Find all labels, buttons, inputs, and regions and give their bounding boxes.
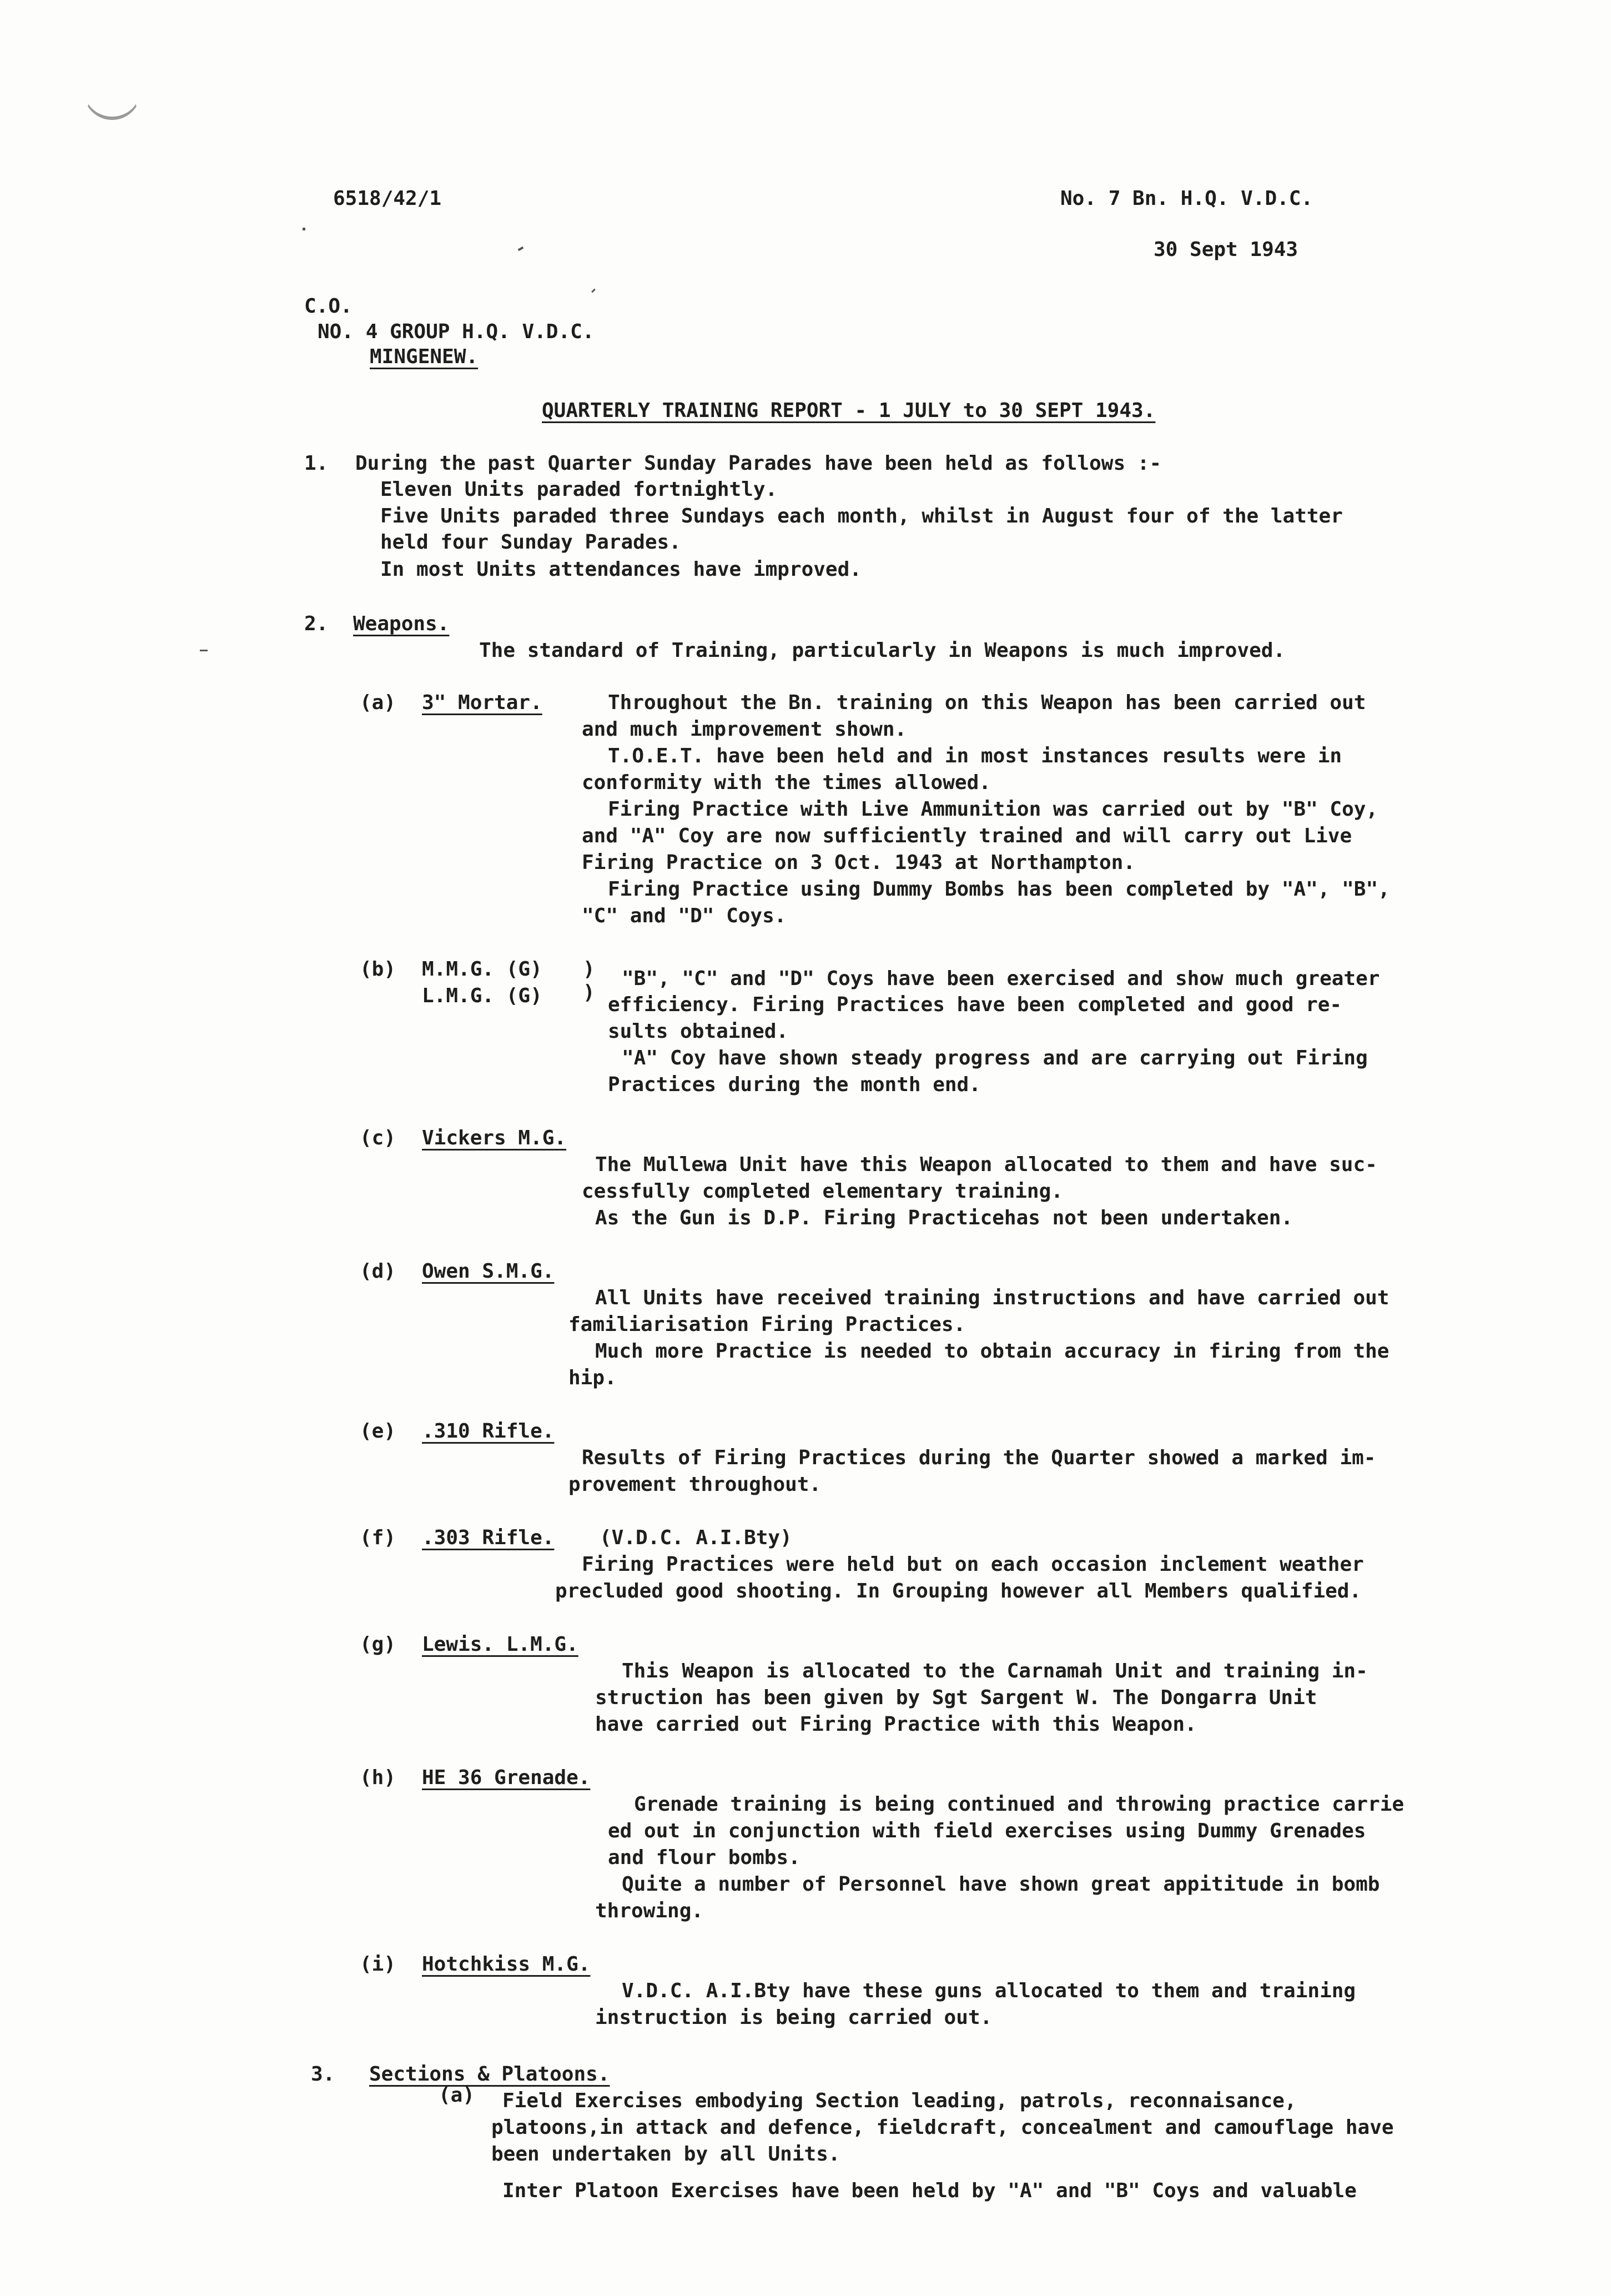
item-title: M.M.G. (G) bbox=[422, 958, 542, 981]
addressee-line: NO. 4 GROUP H.Q. V.D.C. bbox=[318, 320, 595, 343]
item-text: All Units have received training instructions and have carried out bbox=[595, 1287, 1390, 1309]
section1-line: Five Units paraded three Sundays each month, whilst in August four of the latter bbox=[380, 505, 1343, 527]
item-text: "A" Coy have shown steady progress and are carrying out Firing bbox=[622, 1047, 1368, 1069]
item-subtitle: (V.D.C. A.I.Bty) bbox=[600, 1526, 792, 1549]
item-text: Throughout the Bn. training on this Weapon has been carried out bbox=[608, 691, 1366, 714]
item-text: Grenade training is being continued and throwing practice carrie bbox=[634, 1793, 1404, 1816]
section-number: 3. bbox=[311, 2063, 335, 2086]
file-reference: 6518/42/1 bbox=[333, 187, 442, 210]
item-title: Lewis. L.M.G. bbox=[422, 1633, 578, 1656]
item-title: .303 Rifle. bbox=[422, 1526, 555, 1549]
section1-line: Eleven Units paraded fortnightly. bbox=[380, 478, 778, 501]
item-title: .310 Rifle. bbox=[422, 1420, 555, 1443]
item-text: throwing. bbox=[595, 1900, 704, 1922]
item-text: "B", "C" and "D" Coys have been exercised and show much greater bbox=[622, 967, 1380, 990]
item-text: ed out in conjunction with field exercises using Dummy Grenades bbox=[608, 1820, 1366, 1842]
item-text: efficiency. Firing Practices have been completed and good re- bbox=[608, 993, 1342, 1016]
stray-mark bbox=[518, 247, 524, 251]
section-intro: The standard of Training, particularly in Weapons is much improved. bbox=[479, 639, 1286, 662]
item-label: (d) bbox=[360, 1260, 396, 1283]
section1-line: held four Sunday Parades. bbox=[380, 531, 681, 554]
item-text: Quite a number of Personnel have shown great appititude in bomb bbox=[622, 1873, 1380, 1896]
item-text: Firing Practice on 3 Oct. 1943 at Northampton. bbox=[582, 851, 1135, 874]
item-label: (a) bbox=[439, 2084, 475, 2107]
section-number: 1. bbox=[304, 452, 329, 475]
item-text: and "A" Coy are now sufficiently trained and will carry out Live bbox=[582, 825, 1352, 847]
brace: ) bbox=[583, 981, 595, 1004]
item-text: Firing Practice using Dummy Bombs has been completed by "A", "B", bbox=[608, 878, 1390, 901]
item-title: L.M.G. (G) bbox=[422, 984, 542, 1007]
item-text: conformity with the times allowed. bbox=[582, 771, 991, 794]
item-text: precluded good shooting. In Grouping however all Members qualified. bbox=[555, 1580, 1362, 1602]
item-text: The Mullewa Unit have this Weapon allocated to them and have suc- bbox=[595, 1153, 1377, 1176]
item-text: Firing Practices were held but on each occasion inclement weather bbox=[582, 1553, 1364, 1576]
item-text: Practices during the month end. bbox=[608, 1073, 981, 1096]
item-title: HE 36 Grenade. bbox=[422, 1766, 591, 1789]
page-title: QUARTERLY TRAINING REPORT - 1 JULY to 30 SEPT 1943. bbox=[542, 399, 1156, 422]
item-label: (f) bbox=[360, 1526, 396, 1549]
item-text: V.D.C. A.I.Bty have these guns allocated to them and training bbox=[622, 1980, 1356, 2002]
item-label: (c) bbox=[360, 1127, 396, 1149]
brace: ) bbox=[583, 958, 595, 981]
report-date: 30 Sept 1943 bbox=[1154, 238, 1298, 261]
item-text: sults obtained. bbox=[608, 1020, 789, 1043]
item-text: familiarisation Firing Practices. bbox=[568, 1313, 966, 1336]
section3-line: Field Exercises embodying Section leading, patrols, reconnaisance, bbox=[502, 2089, 1297, 2112]
addressee-line: MINGENEW. bbox=[370, 345, 479, 368]
item-label: (h) bbox=[360, 1766, 396, 1789]
item-label: (g) bbox=[360, 1633, 396, 1656]
item-text: hip. bbox=[568, 1366, 617, 1389]
item-label: (e) bbox=[360, 1420, 396, 1443]
item-text: struction has been given by Sgt Sargent W. The Dongarra Unit bbox=[595, 1686, 1317, 1709]
item-text: Much more Practice is needed to obtain accuracy in firing from the bbox=[595, 1340, 1390, 1363]
item-text: Firing Practice with Live Ammunition was carried out by "B" Coy, bbox=[608, 798, 1378, 821]
section-heading: Sections & Platoons. bbox=[369, 2063, 610, 2086]
section-number: 2. bbox=[304, 612, 329, 635]
stray-mark bbox=[591, 289, 596, 293]
item-title: Vickers M.G. bbox=[422, 1127, 567, 1149]
stray-mark bbox=[303, 228, 305, 230]
section3-line: Inter Platoon Exercises have been held by "A" and "B" Coys and valuable bbox=[502, 2179, 1357, 2202]
item-text: As the Gun is D.P. Firing Practicehas not been undertaken. bbox=[595, 1207, 1293, 1229]
item-title: 3" Mortar. bbox=[422, 691, 542, 714]
item-title: Hotchkiss M.G. bbox=[422, 1953, 591, 1976]
unit-heading: No. 7 Bn. H.Q. V.D.C. bbox=[1060, 187, 1313, 210]
stray-mark bbox=[200, 650, 208, 651]
item-text: T.O.E.T. have been held and in most instances results were in bbox=[608, 745, 1342, 767]
item-text: Results of Firing Practices during the Quarter showed a marked im- bbox=[582, 1446, 1376, 1469]
item-label: (i) bbox=[360, 1953, 396, 1976]
section-heading: Weapons. bbox=[353, 612, 450, 635]
item-title: Owen S.M.G. bbox=[422, 1260, 555, 1283]
item-text: and much improvement shown. bbox=[582, 718, 907, 741]
section3-line: platoons,in attack and defence, fieldcraft, concealment and camouflage have bbox=[491, 2116, 1394, 2139]
addressee-line: C.O. bbox=[304, 295, 353, 318]
item-text: cessfully completed elementary training. bbox=[582, 1180, 1063, 1203]
section1-line: During the past Quarter Sunday Parades have been held as follows :- bbox=[355, 452, 1162, 475]
item-label: (a) bbox=[360, 691, 396, 714]
item-text: provement throughout. bbox=[568, 1473, 822, 1496]
section3-line: been undertaken by all Units. bbox=[491, 2143, 840, 2166]
item-text: have carried out Firing Practice with this Weapon. bbox=[595, 1713, 1197, 1736]
item-text: This Weapon is allocated to the Carnamah Unit and training in- bbox=[622, 1660, 1368, 1682]
item-text: instruction is being carried out. bbox=[595, 2006, 993, 2029]
item-text: and flour bombs. bbox=[608, 1846, 801, 1869]
punch-hole-mark bbox=[83, 61, 141, 120]
item-label: (b) bbox=[360, 958, 396, 981]
section1-line: In most Units attendances have improved. bbox=[380, 558, 862, 581]
item-text: "C" and "D" Coys. bbox=[582, 905, 787, 927]
